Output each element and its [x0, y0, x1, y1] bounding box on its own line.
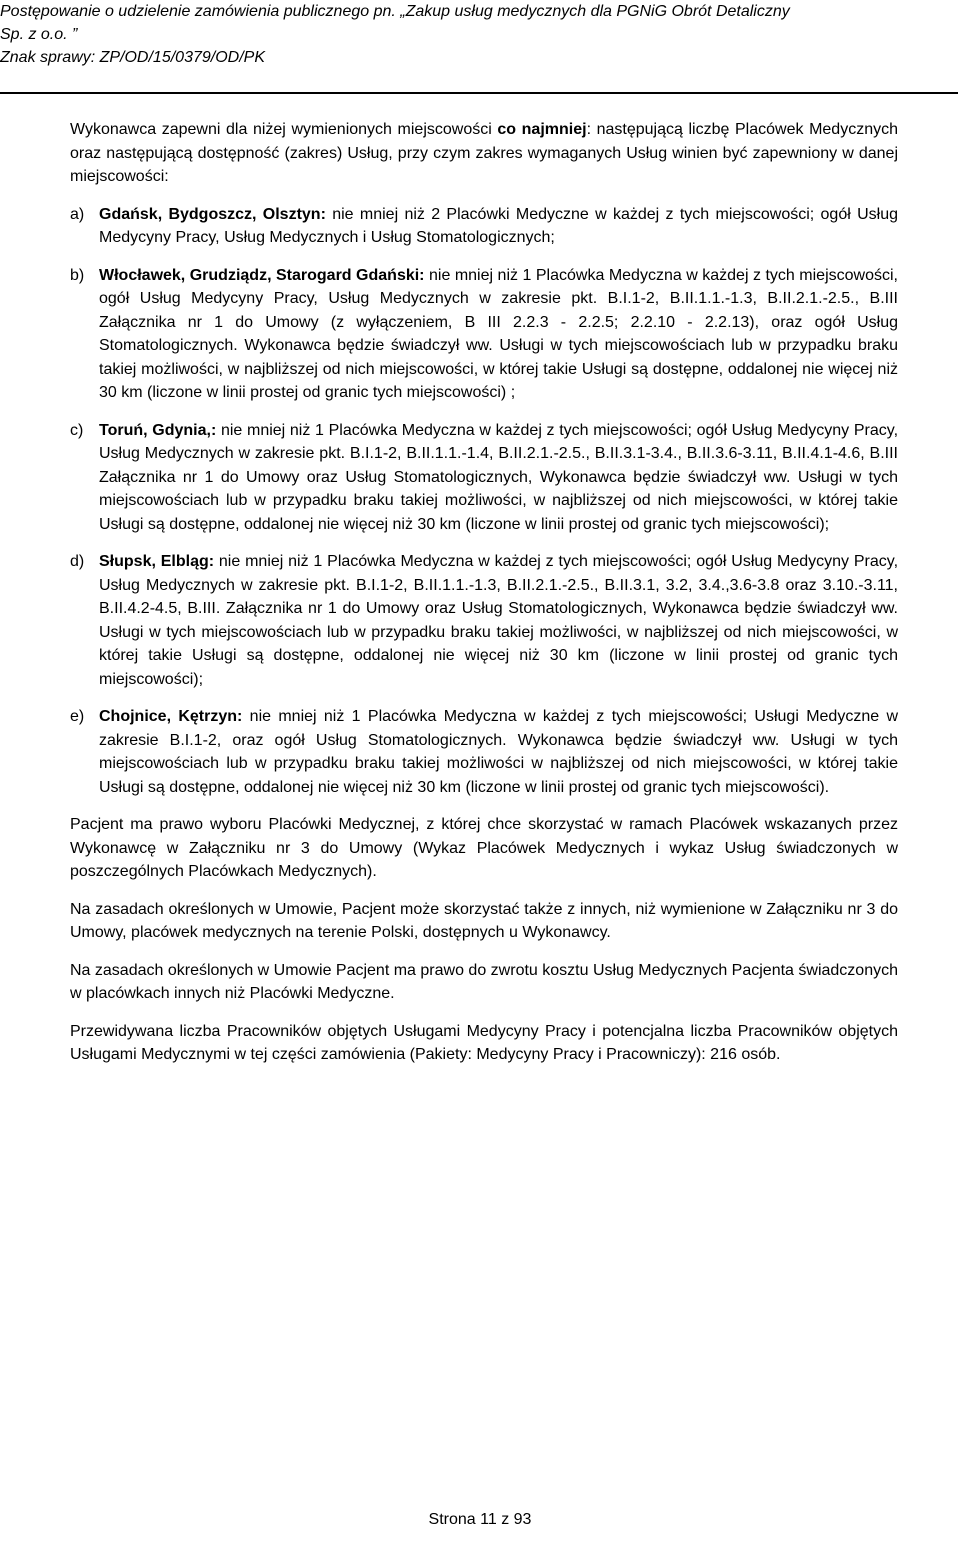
- list-item-body: nie mniej niż 1 Placówka Medyczna w każdej z tych miejscowości; ogół Usług Medycyny Pracy, Usług Medycznych w zakresie pkt. B.I.1-2, B.II.1.1.-1.3, B.II.2.1.-2.5., B.II.3.1, 3.2, 3.4.,3.6-3.8 oraz 3.10.-3.11, B.II.4.2-4.5, B.III. Załącznika nr 1 do Umowy oraz Usług Stomatologicznych, Wykonawca będzie świadczył ww. Usługi w tych miejscowościach lub w przypadku braku takiej możliwości, w najbliższej od nich miejscowości, w której takie Usługi są dostępne, oddalonej nie więcej niż 30 km (liczone w linii prostej od granic tych miejscowości);: [99, 553, 899, 688]
- header-title-line: Postępowanie o udzielenie zamówienia publicznego pn. „Zakup usług medycznych dla PGNiG Obrót Detaliczny: [0, 3, 790, 20]
- paragraph-employee-count: Przewidywana liczba Pracowników objętych Usługami Medycyny Pracy i potencjalna liczba Pracowników objętych Usługami Medycznymi w tej części zamówienia (Pakiety: Medycyny Pracy i Pracowniczy): 216 osób.: [70, 1022, 898, 1063]
- intro-paragraph: [70, 118, 898, 189]
- intro-text-continued: : następującą liczbę Placówek Medycznych oraz następującą dostępność (zakres) Usług, przy czym zakres wymaganych Usług winien być zapewniony w danej miejscowości:: [70, 121, 899, 185]
- list-marker: b): [70, 266, 85, 284]
- header-divider: [0, 92, 958, 94]
- list-item-e: [70, 705, 898, 799]
- list-item-body: nie mniej niż 2 Placówki Medyczne w każdej z tych miejscowości; ogół Usług Medycyny Pracy, Usług Medycznych i Usług Stomatologicznych;: [99, 205, 899, 246]
- list-item-text: [99, 203, 898, 250]
- header-title-line-continued: Sp. z o.o. ”: [0, 26, 78, 43]
- list-item-body: nie mniej niż 1 Placówka Medyczna w każdej z tych miejscowości, ogół Usług Medycyny Pracy, Usług Medycznych w zakresie pkt. B.I.1-2, B.II.1.1.-1.3, B.II.2.1.-2.5., B.III Załącznika nr 1 do Umowy (z wyłączeniem, B III 2.2.3 - 2.2.5; 2.2.10 - 2.2.13), oraz ogół Usług Stomatologicznych. Wykonawca będzie świadczył ww. Usługi w tych miejscowościach lub w przypadku braku takiej możliwości, w najbliższej od nich miejscowości, w której takie Usługi są dostępne, oddalonej nie więcej niż 30 km (liczone w linii prostej od granic tych miejscowości) ;: [99, 266, 898, 401]
- document-header: [0, 0, 960, 69]
- list-item-body: nie mniej niż 1 Placówka Medyczna w każdej z tych miejscowości; ogół Usług Medycyny Pracy, Usług Medycznych w zakresie pkt. B.I.1-2, B.II.1.1.-1.4, B.II.2.1.-2.5., B.II.3.1-3.4., B.II.3.6-3.11, B.II.4.1-4.6, B.III Załącznika nr 1 do Umowy oraz Usług Stomatologicznych, Wykonawca będzie świadczył ww. Usługi w tych miejscowościach lub w przypadku braku takiej możliwości, w najbliższej od nich miejscowości, w której takie Usługi są dostępne, oddalonej nie więcej niż 30 km (liczone w linii prostej od granic tych miejscowości);: [99, 421, 899, 533]
- list-item-b: [70, 264, 898, 405]
- document-body: [70, 118, 898, 1081]
- paragraph-other-facilities: Na zasadach określonych w Umowie, Pacjent może skorzystać także z innych, niż wymienione w Załączniku nr 3 do Umowy, placówek medycznych na terenie Polski, dostępnych u Wykonawcy.: [70, 900, 898, 941]
- list-item-a: [70, 203, 898, 250]
- list-item-text: [99, 419, 898, 537]
- list-item-body: nie mniej niż 1 Placówka Medyczna w każdej z tych miejscowości; Usługi Medyczne w zakresie B.I.1-2, oraz ogół Usług Stomatologicznych. Wykonawca będzie świadczył ww. Usługi w tych miejscowościach lub w przypadku braku takiej możliwości w najbliższej od nich miejscowości, w której takie Usługi są dostępne, oddalonej nie więcej niż 30 km (liczone w linii prostej od granic tych miejscowości).: [99, 708, 898, 796]
- list-item-cities: Toruń, Gdynia,:: [99, 421, 217, 439]
- list-item-cities: Gdańsk, Bydgoszcz, Olsztyn:: [99, 205, 326, 223]
- intro-text: Wykonawca zapewni dla niżej wymienionych miejscowości: [70, 121, 498, 138]
- list-marker: e): [70, 708, 85, 725]
- intro-bold-text: co najmniej: [497, 121, 587, 138]
- list-item-cities: Chojnice, Kętrzyn:: [99, 708, 243, 725]
- paragraph-patient-choice: Pacjent ma prawo wyboru Placówki Medycznej, z której chce skorzystać w ramach Placówek wskazanych przez Wykonawcę w Załączniku nr 3 do Umowy (Wykaz Placówek Medycznych i wykaz Usług świadczonych w poszczególnych Placówkach Medycznych).: [70, 816, 898, 880]
- list-item-text: [99, 705, 898, 799]
- page-number: Strona 11 z 93: [428, 1511, 532, 1528]
- list-marker: a): [70, 205, 85, 223]
- list-item-text: [99, 550, 898, 691]
- list-item-cities: Słupsk, Elbląg:: [99, 553, 215, 570]
- paragraph-cost-refund: Na zasadach określonych w Umowie Pacjent ma prawo do zwrotu kosztu Usług Medycznych Pacjenta świadczonych w placówkach innych niż Placówki Medyczne.: [70, 961, 898, 1002]
- list-item-text: [99, 264, 898, 405]
- list-item-d: [70, 550, 898, 691]
- list-marker: d): [70, 553, 85, 570]
- list-item-cities: Włocławek, Grudziądz, Starogard Gdański:: [99, 266, 425, 284]
- header-case-number: Znak sprawy: ZP/OD/15/0379/OD/PK: [0, 49, 265, 66]
- list-item-c: [70, 419, 898, 537]
- list-marker: c): [70, 421, 84, 439]
